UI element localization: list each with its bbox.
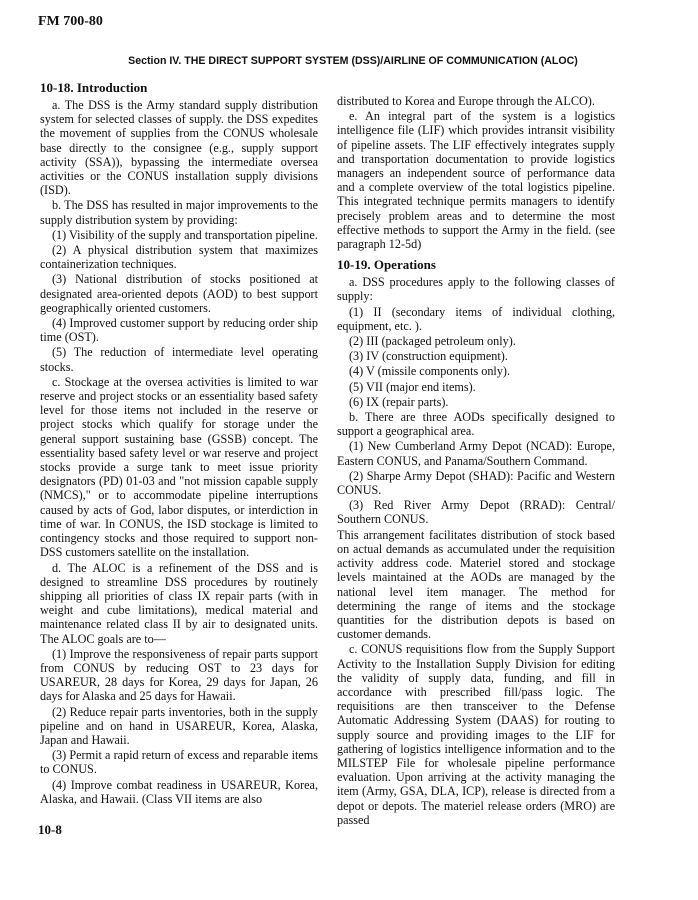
paragraph: (2) Sharpe Army Depot (SHAD): Pacific and Western CONUS. bbox=[337, 468, 615, 498]
paragraph: (3) Permit a rapid return of excess and reparable items to CONUS. bbox=[40, 748, 318, 777]
paragraph: (1) Improve the responsiveness of repair parts support from CONUS by reducing OST to 23 days for USAREUR, 28 days for Korea, 29 days for Japan, 26 days for Alaska and 25 days for Hawaii. bbox=[40, 646, 318, 704]
paragraph: (5) The reduction of intermediate level operating stocks. bbox=[40, 345, 318, 374]
paragraph: This arrangement facilitates distribution of stock based on actual demands as accumulated under the requisition activity address code. Materiel stored and stockage levels maintained at the AODs are managed by the national level item manager. The method for determining the range of items and the stockage quantities for the distribution depots is based on customer demands. bbox=[337, 527, 615, 642]
paragraph: a. DSS procedures apply to the following classes of supply: bbox=[337, 275, 615, 304]
page-header: FM 700-80 bbox=[38, 14, 103, 29]
paragraph: (4) Improve combat readiness in USAREUR, Korea, Alaska, and Hawaii. (Class VII items are also bbox=[40, 777, 318, 806]
paragraph: (3) IV (construction equipment). bbox=[349, 349, 508, 364]
paragraph: (5) VII (major end items). bbox=[349, 379, 476, 394]
paragraph: (1) Visibility of the supply and transportation pipeline. bbox=[52, 227, 318, 242]
paragraph: (2) III (packaged petroleum only). bbox=[349, 334, 516, 349]
paragraph: (3) Red River Army Depot (RRAD): Central/ Southern CONUS. bbox=[337, 498, 615, 527]
paragraph: (2) Reduce repair parts inventories, both in the supply pipeline and on hand in USAREUR, Korea, Alaska, Japan and Hawaii. bbox=[40, 704, 318, 747]
section-heading-introduction: 10-18. Introduction bbox=[40, 80, 148, 95]
paragraph: (2) A physical distribution system that maximizes containerization techniques. bbox=[40, 243, 318, 272]
paragraph: e. An integral part of the system is a logistics intelligence file (LIF) which provides intransit visibility of pipeline assets. The LIF effectively integrates supply and transportation documentation to provide logistics managers an independent source of performance data and a complete overview of the total logistics pipeline. This integrated technique permits managers to identify precisely problem areas and to determine the most effective methods to support the Army in the field. (see paragraph 12-5d) bbox=[337, 109, 615, 252]
section-heading-operations: 10-19. Operations bbox=[337, 257, 436, 273]
page-number: 10-8 bbox=[38, 822, 62, 837]
paragraph: a. The DSS is the Army standard supply distribution system for selected classes of supply. the DSS expedites the movement of supplies from the CONUS wholesale base directly to the consignee (e.g., supply support activity (SSA)), bypassing the intermediate oversea activities or the CONUS installation supply divisions (ISD). bbox=[40, 98, 318, 198]
paragraph: (4) Improved customer support by reducing order ship time (OST). bbox=[40, 316, 318, 345]
right-column bbox=[337, 94, 615, 828]
left-column bbox=[40, 80, 318, 807]
paragraph: c. Stockage at the oversea activities is limited to war reserve and project stocks or an essentiality based safety level for those items not included in the reserve or project stocks which qualify for storage under the general support sustaining base (GSSB) concept. The essentiality based safety level or war reserve and project stocks provide a surge tank to meet issue priority designators (PD) 01-03 and "not mission capable supply (NMCS)," or to accommodate pipeline interruptions caused by acts of God, labor disputes, or interdiction in time of war. In CONUS, the ISD stockage is limited to contingency stocks and those required to support non-DSS customers satellite on the installation. bbox=[40, 374, 318, 560]
paragraph: (3) National distribution of stocks positioned at designated area-oriented depots (AOD) to best support geographically oriented customers. bbox=[40, 272, 318, 315]
paragraph: (1) II (secondary items of individual clothing, equipment, etc. ). bbox=[337, 304, 615, 333]
paragraph: c. CONUS requisitions flow from the Supply Support Activity to the Installation Supply Division for editing the validity of supply data, funding, and fill in accordance with prescribed fill/pass logic. The requisitions are then transceiver to the Defense Automatic Addressing System (DAAS) for routing to supply source and providing images to the LIF for gathering of logistics intelligence information and to the MILSTEP File for wholesale pipeline performance evaluation. Upon arriving at the activity managing the item (Army, GSA, DLA, ICP), release is directed from a depot or depots. The materiel release orders (MRO) are passed bbox=[337, 642, 615, 827]
paragraph: b. There are three AODs specifically designed to support a geographical area. bbox=[337, 410, 615, 439]
paragraph: distributed to Korea and Europe through the ALCO). bbox=[337, 94, 595, 108]
paragraph: (4) V (missile components only). bbox=[349, 364, 511, 379]
section-title: Section IV. THE DIRECT SUPPORT SYSTEM (DSS)/AIRLINE OF COMMUNICATION (ALOC) bbox=[128, 55, 578, 67]
paragraph: (1) New Cumberland Army Depot (NCAD): Europe, Eastern CONUS, and Panama/Southern Command. bbox=[337, 439, 615, 468]
paragraph: (6) IX (repair parts). bbox=[349, 394, 449, 409]
paragraph: b. The DSS has resulted in major improvements to the supply distribution system by providing: bbox=[40, 198, 318, 227]
paragraph: d. The ALOC is a refinement of the DSS and is designed to streamline DSS procedures by routinely shipping all priorities of class IX repair parts (with in weight and cube limitations), medical material and maintenance related class II by air to designated units. The ALOC goals are to— bbox=[40, 560, 318, 646]
